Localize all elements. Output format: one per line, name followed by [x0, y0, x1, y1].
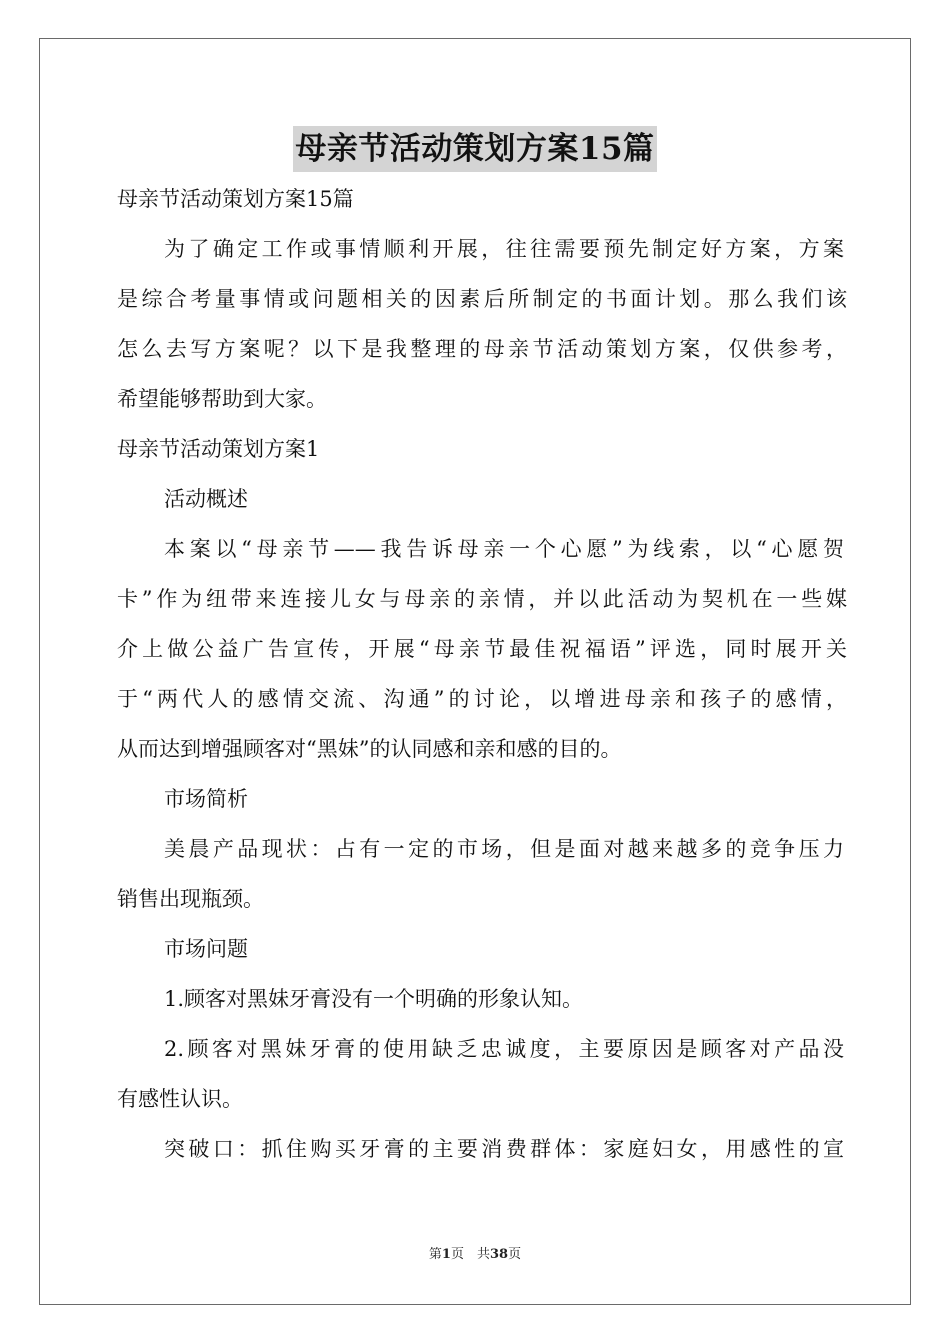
problem-item-1: 1.顾客对黑妹牙膏没有一个明确的形象认知。	[164, 987, 584, 1011]
overview-paragraph-line-1: 本案以“母亲节——我告诉母亲一个心愿”为线索，以“心愿贺	[164, 537, 844, 561]
problem-item-2-line-1: 2.顾客对黑妹牙膏的使用缺乏忠诚度，主要原因是顾客对产品没	[164, 1037, 844, 1061]
section-heading-plan-1: 母亲节活动策划方案1	[117, 437, 320, 461]
intro-paragraph-line-1: 为了确定工作或事情顺利开展，往往需要预先制定好方案，方案	[164, 237, 844, 261]
intro-paragraph-line-2: 是综合考量事情或问题相关的因素后所制定的书面计划。那么我们该	[117, 287, 847, 311]
footer-middle: 页 共	[450, 1247, 490, 1262]
intro-paragraph-line-3: 怎么去写方案呢？以下是我整理的母亲节活动策划方案，仅供参考，	[117, 337, 847, 361]
total-page-number: 38	[489, 1247, 509, 1262]
overview-paragraph-line-4: 于“两代人的感情交流、沟通”的讨论，以增进母亲和孩子的感情，	[117, 687, 847, 711]
subheading-overview: 活动概述	[164, 487, 248, 511]
title-container	[0, 126, 950, 172]
page-border	[39, 38, 911, 1305]
document-title: 母亲节活动策划方案15篇	[293, 126, 656, 172]
overview-paragraph-line-5: 从而达到增强顾客对“黑妹”的认同感和亲和感的目的。	[117, 737, 622, 761]
intro-paragraph-line-4: 希望能够帮助到大家。	[117, 387, 327, 411]
overview-paragraph-line-2: 卡”作为纽带来连接儿女与母亲的亲情，并以此活动为契机在一些媒	[117, 587, 847, 611]
page-footer	[0, 1246, 950, 1264]
market-status-line-2: 销售出现瓶颈。	[117, 887, 264, 911]
problem-item-2-line-2: 有感性认识。	[117, 1087, 243, 1111]
footer-suffix: 页	[508, 1247, 522, 1262]
subheading-market-problems: 市场问题	[164, 937, 248, 961]
market-status-line-1: 美晨产品现状：占有一定的市场，但是面对越来越多的竞争压力	[164, 837, 844, 861]
breakthrough-line-1: 突破口：抓住购买牙膏的主要消费群体：家庭妇女，用感性的宣	[164, 1137, 844, 1161]
overview-paragraph-line-3: 介上做公益广告宣传，开展“母亲节最佳祝福语”评选，同时展开关	[117, 637, 847, 661]
current-page-number: 1	[441, 1247, 451, 1262]
subheading-market-analysis: 市场简析	[164, 787, 248, 811]
subtitle-line: 母亲节活动策划方案15篇	[117, 187, 354, 211]
footer-prefix: 第	[428, 1247, 442, 1262]
